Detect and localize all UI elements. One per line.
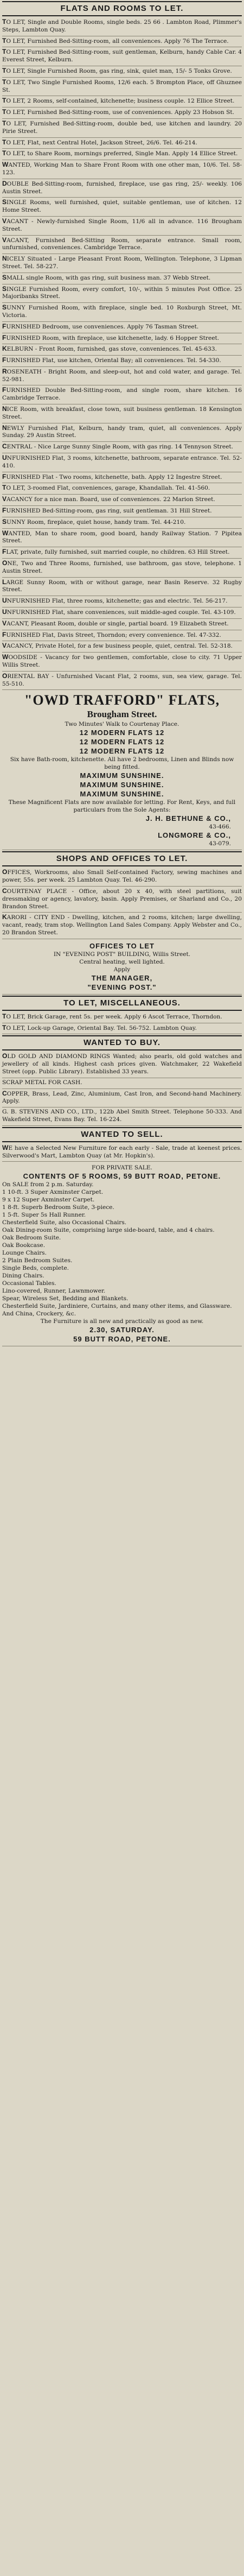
display-ad-flats-line: 12 MODERN FLATS 12	[79, 729, 165, 737]
display-ad-flats-line: 12 MODERN FLATS 12	[79, 747, 165, 756]
classified-ad	[2, 672, 242, 691]
ad-text: FFICES, Workrooms, also Small Self-contained Factory, sewing machines and power, 55s. per week. 25 Lambton Quay. Tel. 46-290.	[2, 869, 242, 884]
ad-initial-letter: T	[2, 1023, 7, 1031]
ad-initial-letter: V	[2, 642, 7, 650]
classified-ad	[2, 36, 242, 48]
private-sale-ad	[2, 1162, 242, 1346]
ad-text: ICE Room, with breakfast, close town, suit business gentleman. 18 Kensington Street.	[2, 406, 242, 420]
classified-ad	[2, 887, 242, 913]
sale-footer: The Furniture is all new and practically as good as new.	[40, 1318, 204, 1325]
classified-ad	[2, 641, 242, 653]
classified-ad	[2, 1089, 242, 1108]
sale-heading: FOR PRIVATE SALE.	[92, 1164, 152, 1172]
ad-text: O LET, Furnished Bed-Sitting-room, suit gentleman, Kelburn, handy Cable Car. 4 Everest Street, Kelburn.	[2, 49, 242, 64]
ad-initial-letter: S	[2, 303, 7, 312]
classified-ad	[2, 254, 242, 273]
classified-ad	[2, 506, 242, 517]
ad-text: URNISHED Room, with fireplace, use kitchenette, lady. 6 Hopper Street.	[6, 334, 220, 341]
ad-initial-letter: L	[2, 578, 7, 586]
ad-initial-letter: T	[2, 97, 7, 105]
ad-initial-letter: N	[2, 405, 7, 413]
classified-ad	[2, 149, 242, 160]
ad-initial-letter: S	[2, 273, 7, 281]
classified-ad	[2, 333, 242, 345]
ad-initial-letter: U	[2, 597, 7, 605]
ad-text: O LET, Flat, next Central Hotel, Jackson Street, 26/6. Tel. 46-214.	[6, 139, 197, 146]
classified-ad	[2, 217, 242, 236]
ad-text: NFURNISHED Flat, 3 rooms, kitchenette, bathroom, separate entrance. Tel. 52-410.	[2, 455, 242, 469]
ad-text: O LET, Furnished Bed-Sitting-room, all conveniences. Apply 76 The Terrace.	[6, 37, 229, 45]
section-heading: WANTED TO BUY.	[2, 1035, 242, 1050]
ad-text: LD GOLD AND DIAMOND RINGS Wanted; also pearls, old gold watches and jewellery of all kinds. Highest cash prices given. Watchmaker, 22 Wakefield Street (opp. Public Library). Established 33 years.	[2, 1053, 242, 1075]
ad-text: OSENEATH - Bright Room, and sleep-out, hot and cold water, and garage. Tel. 52-981.	[2, 368, 242, 383]
ad-initial-letter: T	[2, 78, 7, 86]
ad-text: O LET, Furnished Bed-Sitting-room, use of conveniences. Apply 23 Hobson St.	[6, 109, 234, 116]
ad-initial-letter: T	[2, 18, 7, 26]
display-ad-street: Brougham Street.	[87, 709, 157, 720]
classified-ad	[2, 596, 242, 607]
ad-initial-letter: C	[2, 442, 7, 451]
display-ad-sunshine-line: MAXIMUM SUNSHINE.	[80, 790, 164, 799]
ad-initial-letter: V	[2, 217, 7, 225]
ad-text: ICELY Situated - Large Pleasant Front Room, Wellington. Telephone, 3 Lipman Street. Tel. 58-227.	[2, 256, 242, 270]
ad-text: E have a Selected New Furniture for each early - Sale, trade at keenest prices. Silverwood's Mart, Lambton Quay (at Mr. Hopkin's).	[2, 1144, 242, 1159]
office-ad-apply: Apply	[113, 966, 131, 973]
ad-text: ACANCY, Private Hotel, for a few business people, quiet, central. Tel. 52-318.	[7, 643, 233, 650]
ad-text: URNISHED Flat - Two rooms, kitchenette, bath. Apply 12 Ingestre Street.	[6, 473, 222, 480]
classified-ad	[2, 385, 242, 404]
ad-initial-letter: T	[2, 484, 7, 492]
ad-text: G. B. STEVENS AND CO., LTD., 122b Abel Smith Street. Telephone 50-333. And Wakefield Street, Evans Bay. Tel. 16-224.	[2, 1109, 242, 1123]
ad-text: O LET, to Share Room, mornings preferred, Single Man. Apply 14 Ellice Street.	[6, 150, 238, 157]
ad-initial-letter: W	[2, 529, 9, 537]
ad-text: URNISHED Bed-Sitting-room, gas ring, suit gentleman. 31 Hill Street.	[6, 508, 212, 515]
display-ad-description: Six have Bath-room, kitchenette. All have 2 bedrooms, Linen and Blinds now being fitted.	[10, 756, 234, 771]
ad-initial-letter: O	[2, 672, 8, 680]
ad-initial-letter: F	[2, 472, 7, 480]
ad-initial-letter: S	[2, 284, 7, 293]
ad-text: ANTED, Working Man to Share Front Room with one other man, 10/6. Tel. 58-123.	[2, 162, 242, 176]
classified-ad	[2, 236, 242, 255]
sale-address: 59 BUTT ROAD, PETONE.	[73, 1335, 171, 1344]
section-heading: SHOPS AND OFFICES TO LET.	[2, 851, 242, 866]
section-heading: WANTED TO SELL.	[2, 1127, 242, 1142]
ad-initial-letter: C	[2, 1089, 7, 1097]
sale-item-line: 1 10-ft. 3 Super Axminster Carpet.	[2, 1189, 104, 1196]
ad-initial-letter: U	[2, 608, 7, 616]
classified-ad	[2, 198, 242, 217]
ad-initial-letter: F	[2, 333, 7, 341]
ad-text: NFURNISHED Flat, three rooms, kitchenette; gas and electric. Tel. 56-217.	[7, 598, 228, 605]
ad-initial-letter: F	[2, 630, 7, 638]
ad-text: URNISHED Double Bed-Sitting-room, and single room, share kitchen. 16 Cambridge Terrace.	[2, 387, 242, 402]
ad-initial-letter: U	[2, 454, 7, 462]
ad-text: ELBURN - Front Room, furnished, gas stove, conveniences. Tel. 45-633.	[7, 346, 217, 353]
sale-item-line: And China, Crockery, &c.	[2, 1311, 76, 1318]
section-heading: FLATS AND ROOMS TO LET.	[2, 1, 242, 16]
ad-initial-letter: T	[2, 138, 7, 146]
ad-text: URNISHED Bedroom, use conveniences. Apply 76 Tasman Street.	[6, 323, 199, 330]
ad-initial-letter: C	[2, 887, 7, 895]
ad-text: O LET, 3-roomed Flat, conveniences, garage, Khandallah. Tel. 41-560.	[6, 485, 210, 492]
ad-initial-letter: D	[2, 179, 7, 187]
display-ad-agent-name: J. H. BETHUNE & CO.,	[145, 814, 231, 823]
ad-initial-letter: F	[2, 507, 7, 515]
office-ad-line: Central heating, well lighted.	[79, 958, 165, 965]
office-ad-manager: THE MANAGER,	[91, 973, 153, 982]
ad-initial-letter: K	[2, 345, 7, 353]
office-ad-paper: "EVENING POST."	[87, 983, 157, 991]
classified-ad	[2, 303, 242, 322]
ad-initial-letter: O	[2, 559, 8, 567]
ad-text: OODSIDE - Vacancy for two gentlemen, comfortable, close to city. 71 Upper Willis Street.	[2, 654, 242, 668]
display-ad-title: "OWD TRAFFORD" FLATS,	[24, 692, 220, 708]
classified-ad	[2, 1078, 242, 1089]
display-ad-agent-name: LONGMORE & CO.,	[158, 831, 231, 840]
classified-ad	[2, 1012, 242, 1023]
ad-initial-letter: F	[2, 356, 7, 364]
ad-text: O LET, 2 Rooms, self-contained, kitchenette; business couple. 12 Ellice Street.	[6, 98, 235, 105]
ad-initial-letter: V	[2, 619, 7, 627]
ad-text: UNNY Room, fireplace, quiet house, handy tram. Tel. 44-210.	[7, 518, 186, 526]
classified-ad	[2, 517, 242, 529]
ad-initial-letter: O	[2, 1052, 8, 1060]
classified-ad	[2, 630, 242, 642]
sale-item-line: 1 8-ft. Superb Bedroom Suite, 3-piece.	[2, 1204, 114, 1211]
ad-initial-letter: S	[2, 198, 7, 206]
ad-text: ACANCY for a nice man. Board, use of conveniences. 22 Marion Street.	[7, 496, 215, 503]
ad-text: O LET, Lock-up Garage, Oriental Bay. Tel. 56-752. Lambton Quay.	[6, 1024, 197, 1031]
ad-text: ARORI - CITY END - Dwelling, kitchen, and 2 rooms, kitchen; large dwelling, vacant, ready, tram stop. Wellington Land Sales Company. Apply Webster and Co., 20 Brandon Street.	[2, 914, 242, 936]
office-ad-line: IN "EVENING POST" BUILDING, Willis Street.	[53, 951, 191, 958]
classified-ad	[2, 322, 242, 333]
ad-initial-letter: T	[2, 36, 7, 45]
classified-ad	[2, 119, 242, 138]
classified-ad	[2, 472, 242, 484]
ad-text: MALL single Room, with gas ring, suit business man. 37 Webb Street.	[7, 274, 211, 281]
ad-initial-letter: N	[2, 255, 7, 263]
ad-text: ACANT, Pleasant Room, double or single, partial board. 19 Elizabeth Street.	[7, 620, 229, 627]
ad-text: OURTENAY PLACE - Office, about 20 x 40, with steel partitions, suit dressmaking or agency, lavatory, basin. Apply Premises, or Sharland and Co., 20 Brandon Street.	[2, 888, 242, 910]
classified-ad	[2, 138, 242, 149]
classified-ad	[2, 179, 242, 198]
classified-ad	[2, 442, 242, 453]
classified-ad	[2, 404, 242, 423]
ad-text: INGLE Furnished Room, every comfort, 10/-, within 5 minutes Post Office. 25 Majoribanks Street.	[2, 286, 242, 300]
sale-item-line: Lounge Chairs.	[2, 1250, 47, 1257]
sale-item-line: Lino-covered, Runner, Lawnmower.	[2, 1288, 106, 1295]
ad-text: ARGE Sunny Room, with or without garage, near Basin Reserve. 32 Rugby Street.	[2, 579, 242, 593]
classified-ad	[2, 547, 242, 559]
ad-text: O LET, Two Single Furnished Rooms, 12/6 each. 5 Brompton Place, off Ghuznee St.	[2, 79, 242, 93]
classified-ad	[2, 96, 242, 107]
ad-initial-letter: W	[2, 653, 9, 661]
sale-item-line: Chesterfield Suite, also Occasional Chairs.	[2, 1219, 127, 1226]
display-ad-distance: Two Minutes' Walk to Courtenay Place.	[65, 721, 179, 728]
classified-ad	[2, 284, 242, 303]
sale-item-line: Occasional Tables.	[2, 1280, 56, 1287]
display-ad-agent-phone: 43-079.	[209, 840, 231, 847]
classified-ad	[2, 653, 242, 672]
sale-item-line: Dining Chairs.	[2, 1273, 44, 1280]
classified-ad	[2, 559, 242, 578]
ad-text: OUBLE Bed-Sitting-room, furnished, fireplace, use gas ring, 25/- weekly. 106 Austin Street.	[2, 180, 242, 195]
ad-initial-letter: V	[2, 495, 7, 503]
display-ad-footer: These Magnificent Flats are now available for letting. For Rent, Keys, and full particulars from the Sole Agents:	[8, 799, 236, 814]
ad-text: NE, Two and Three Rooms, furnished, use bathroom, gas stove, telephone. 1 Austin Street.	[2, 560, 242, 574]
classified-ad	[2, 578, 242, 597]
display-ad-sunshine-line: MAXIMUM SUNSHINE.	[80, 771, 164, 780]
sale-item-line: Single Beds, complete.	[2, 1265, 69, 1272]
classified-ad	[2, 619, 242, 630]
classified-ad	[2, 423, 242, 442]
classified-ad	[2, 160, 242, 179]
ad-initial-letter: T	[2, 1012, 7, 1020]
ad-text: SCRAP METAL FOR CASH.	[2, 1079, 82, 1086]
ad-text: ACANT - Newly-furnished Single Room, 11/6 all in advance. 116 Brougham Street.	[2, 218, 242, 232]
display-ad-agent-phone: 43-466.	[209, 824, 231, 831]
classified-ad	[2, 1107, 242, 1126]
classified-ad	[2, 273, 242, 284]
section-heading: TO LET, MISCELLANEOUS.	[2, 996, 242, 1011]
office-ad-heading: OFFICES TO LET	[89, 941, 155, 950]
sale-item-line: Oak Bookcase.	[2, 1242, 46, 1249]
ad-text: ANTED, Man to share room, good board, handy Railway Station. 7 Pipitea Street.	[2, 530, 242, 545]
classified-ad	[2, 47, 242, 66]
ad-initial-letter: T	[2, 119, 7, 127]
classified-ad	[2, 495, 242, 506]
ad-text: URNISHED Flat, Davis Street, Thorndon; every convenience. Tel. 47-332.	[6, 631, 221, 638]
classified-ad	[2, 367, 242, 386]
classified-ad	[2, 356, 242, 367]
ad-text: UNNY Furnished Room, with fireplace, single bed. 10 Roxburgh Street, Mt. Victoria.	[2, 305, 242, 319]
ad-initial-letter: R	[2, 367, 7, 375]
ad-initial-letter: F	[2, 386, 7, 394]
sale-item-line: Oak Bedroom Suite.	[2, 1235, 61, 1242]
ad-initial-letter: W	[2, 1143, 9, 1151]
ad-text: RIENTAL BAY - Unfurnished Vacant Flat, 2 rooms, sun, sea view, garage. Tel. 55-510.	[2, 673, 242, 687]
classified-ad	[2, 868, 242, 887]
display-ad-flats-line: 12 MODERN FLATS 12	[79, 738, 165, 746]
ad-text: NFURNISHED Flat, share conveniences, suit middle-aged couple. Tel. 43-109.	[7, 609, 236, 616]
ad-initial-letter: T	[2, 48, 7, 56]
classified-ad	[2, 607, 242, 619]
classified-ad	[2, 1143, 242, 1162]
classified-ad	[2, 1052, 242, 1078]
display-ad-sunshine-line: MAXIMUM SUNSHINE.	[80, 781, 164, 789]
ad-initial-letter: S	[2, 517, 7, 526]
ad-initial-letter: T	[2, 149, 7, 157]
ad-initial-letter: N	[2, 423, 7, 432]
sale-item-line: 9 x 12 Super Axminster Carpet.	[2, 1197, 95, 1204]
classified-ad	[2, 107, 242, 119]
ad-text: O LET, Single and Double Rooms, single beds. 25 66 . Lambton Road, Plimmer's Steps, Lambton Quay.	[2, 19, 242, 33]
sale-item-line: 1 5-ft. Super 5s Hall Runner.	[2, 1212, 86, 1219]
classified-ad	[2, 17, 242, 36]
sale-item-line: Chesterfield Suite, Jardiniere, Curtains, and many other items, and Glassware.	[2, 1303, 232, 1310]
ad-text: LAT, private, fully furnished, suit married couple, no children. 63 Hill Street.	[6, 549, 230, 556]
ad-text: INGLE Rooms, well furnished, quiet, suitable gentleman, use of kitchen. 12 Home Street.	[2, 199, 242, 214]
flats-display-ad	[2, 690, 242, 850]
sale-item-line: On SALE from 2 p.m. Saturday.	[2, 1181, 94, 1188]
sale-time: 2.30, SATURDAY.	[89, 1326, 155, 1334]
ad-initial-letter: T	[2, 108, 7, 116]
sale-item-line: Oak Dining-room Suite, comprising large side-board, table, and 4 chairs.	[2, 1227, 215, 1234]
ad-text: ENTRAL - Nice Large Sunny Single Room, with gas ring. 14 Tennyson Street.	[7, 444, 233, 451]
classified-ad	[2, 453, 242, 472]
sale-title: CONTENTS OF 5 ROOMS, 59 BUTT ROAD, PETONE.	[23, 1172, 221, 1181]
ad-text: EWLY Furnished Flat, Kelburn, handy tram, quiet, all conveniences. Apply Sunday. 29 Austin Street.	[2, 425, 242, 439]
classified-ad	[2, 913, 242, 939]
ad-initial-letter: O	[2, 868, 8, 876]
ad-initial-letter: T	[2, 66, 7, 74]
ad-initial-letter: V	[2, 236, 7, 244]
sale-item-line: Spear, Wireless Set, Bedding and Blankets.	[2, 1295, 129, 1302]
classified-ad	[2, 78, 242, 97]
classified-ad	[2, 529, 242, 548]
ad-initial-letter: F	[2, 548, 7, 556]
ad-initial-letter: K	[2, 913, 7, 921]
ad-text: URNISHED Flat, use kitchen, Oriental Bay; all conveniences. Tel. 54-330.	[6, 357, 221, 364]
sale-item-line: 2 Plain Bedroom Suites.	[2, 1257, 73, 1264]
ad-initial-letter: W	[2, 161, 9, 169]
classified-ad	[2, 66, 242, 78]
office-display-ad	[2, 939, 242, 995]
ad-text: O LET, Single Furnished Room, gas ring, sink, quiet man, 15/- 5 Tonks Grove.	[6, 67, 232, 74]
classified-ad	[2, 483, 242, 495]
ad-text: OPPER, Brass, Lead, Zinc, Aluminium, Cast Iron, and Second-hand Machinery. Apply.	[2, 1090, 242, 1105]
classified-ad	[2, 1023, 242, 1035]
ad-text: O LET, Brick Garage, rent 5s. per week. Apply 6 Ascot Terrace, Thorndon.	[6, 1013, 222, 1020]
ad-text: ACANT, Furnished Bed-Sitting Room, separate entrance. Small room, unfurnished, conveniences. Cambridge Terrace.	[2, 237, 242, 251]
ad-initial-letter: F	[2, 322, 7, 330]
ad-text: O LET, Furnished Bed-Sitting-room, double bed, use kitchen and laundry. 20 Pirie Street.	[2, 120, 242, 135]
classified-ad	[2, 344, 242, 356]
